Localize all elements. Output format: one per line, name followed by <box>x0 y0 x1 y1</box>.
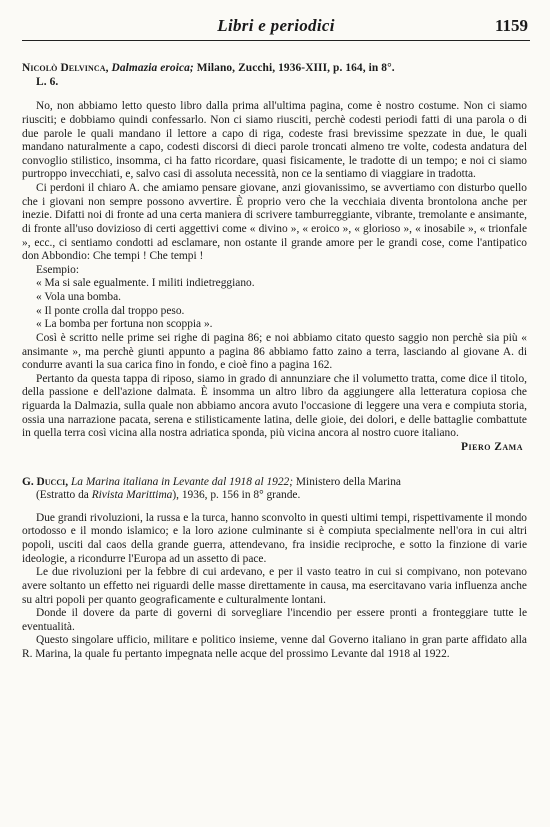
review-2-extract-note <box>22 489 527 503</box>
review-2-author: G. Ducci, <box>22 475 69 488</box>
review-1-publisher: Milano, Zucchi, 1936-XIII, p. 164, in 8°. <box>196 62 395 74</box>
review-1-example-line: « Il ponte crolla dal troppo peso. <box>36 304 185 317</box>
review-1-example-line: « Vola una bomba. <box>36 291 122 303</box>
review-2-extract-open: (Estratto da <box>36 489 89 502</box>
review-2-extract-close: ), 1936, p. 156 in 8° grande. <box>172 489 301 502</box>
review-1-example-line: « Ma si sale egualmente. I militi indietreggiano. <box>36 277 255 290</box>
page-number: 1159 <box>494 16 528 35</box>
review-2-paragraph: Questo singolare ufficio, militare e politico insieme, venne dal Governo italiano in gran parte affidato alla R. Marina, la quale fu pertanto impegnata nelle acque del prossimo Levante dal 1918 al 1922. <box>22 634 527 660</box>
review-1-title: Dalmazia eroica; <box>111 62 194 74</box>
review-2-paragraph: Due grandi rivoluzioni, la russa e la turca, hanno sconvolto in questi ultimi tempi, rispettivamente il mondo ortodosso e il mondo islamico; e la loro azione culminante si è compiuta specialmente nell'ora in cui altri popoli, usciti dal caos della grande guerra, attendevano, fra insidie reciproche, e sotto la finzione di varie ideologie, a ricondurre l'Europa ad un assetto di pace. <box>22 511 527 565</box>
page-body <box>22 62 527 662</box>
review-2-paragraph: Le due rivoluzioni per la febbre di cui ardevano, e per il vasto teatro in cui si compivano, non potevano avere soltanto un effetto nei riguardi delle masse direttamente in causa, ma esercitavano varia influenza anche su altri popoli per quanto geograficamente e culturalmente lontani. <box>22 566 527 606</box>
review-2-extract-title: Rivista Marittima <box>91 489 173 502</box>
running-title: Libri e periodici <box>217 16 335 35</box>
page-header <box>22 14 530 41</box>
review-1-signature: Piero Zama <box>461 440 523 453</box>
review-1-reference <box>22 62 527 89</box>
review-2-publisher: Ministero della Marina <box>295 475 401 488</box>
review-1-example-line: « La bomba per fortuna non scoppia ». <box>36 318 213 331</box>
review-1-paragraph: Ci perdoni il chiaro A. che amiamo pensare giovane, anzi giovanissimo, se avvertiamo con disturbo quello che i giovani non sempre possono avvertire. È proprio vero che la vecchiaia diventa brontolona anche per inezie. Difatti noi di fronte ad una certa maniera di scrivere tamburreggiante, vibrante, tremolante e ansimante, di fronte all'uso dovizioso di certi aggettivi come « divino », « eroico », « glorioso », « inosabile », « trionfale », ecc., ci sentiamo condotti ad esclamare, non ostante il grande amore per le grandi cose, come l'antipatico don Abbondio: Che tempi ! Che tempi ! <box>22 182 527 263</box>
review-1-paragraph: Così è scritto nelle prime sei righe di pagina 86; e noi abbiamo citato questo saggio non perchè sia più « ansimante », ma perchè giunti appunto a pagina 86 abbiamo fatto zaino a terra, lasciando al giovane A. di condurre avanti la sua carica fino in fondo, e cioè fino a pagina 162. <box>22 331 527 372</box>
review-2-paragraph: Donde il dovere da parte di governi di sorvegliare l'incendio per essere pronti a fronteggiare tutte le eventualità. <box>22 607 527 633</box>
review-2-reference <box>22 476 527 503</box>
review-2-title: La Marina italiana in Levante dal 1918 al 1922; <box>70 475 294 488</box>
review-1-author: Nicolò Delvinca, <box>22 62 109 74</box>
review-1-price: L. 6. <box>36 75 59 88</box>
review-1-example-heading: Esempio: <box>36 263 80 276</box>
review-1-paragraph: Pertanto da questa tappa di riposo, siamo in grado di annunziare che il volumetto tratta, come dice il titolo, della passione e dell'azione dalmata. È insomma un altro libro da aggiungere alla letteratura copiosa che riguarda la Dalmazia, sulla quale non abbiamo ancora avuto l'occasione di leggere una vera e compiuta storia, ossia una narrazione pacata, serena e stilisticamente latina, delle gioie, dei dolori, e delle battaglie combattute in quella terra così vicina alla nostra adriatica sponda, più vicina ancora al nostro cuore italiano. <box>22 372 527 440</box>
review-1-paragraph: No, non abbiamo letto questo libro dalla prima all'ultima pagina, come è nostro costume. Non ci siamo riusciti; e dobbiamo quindi confessarlo. Non ci siamo riusciti, perchè codesti periodi fatti di una parola o di due parole le quali mandano il lettore a capo di riga, codeste frasi brevissime spezzate in due, le quali mandano naturalmente a capo, codesti discorsi di dieci parole troncati almeno tre volte, codesta andatura del convoglio stilistico, insomma, ci ha fatto ricordare, quasi fisicamente, le tradotte di un tempo; e noi ci siamo purtroppo invecchiati, e, salvo casi di assoluta necessità, non ce la sentiamo di viaggiare in tradotta. <box>22 100 527 181</box>
